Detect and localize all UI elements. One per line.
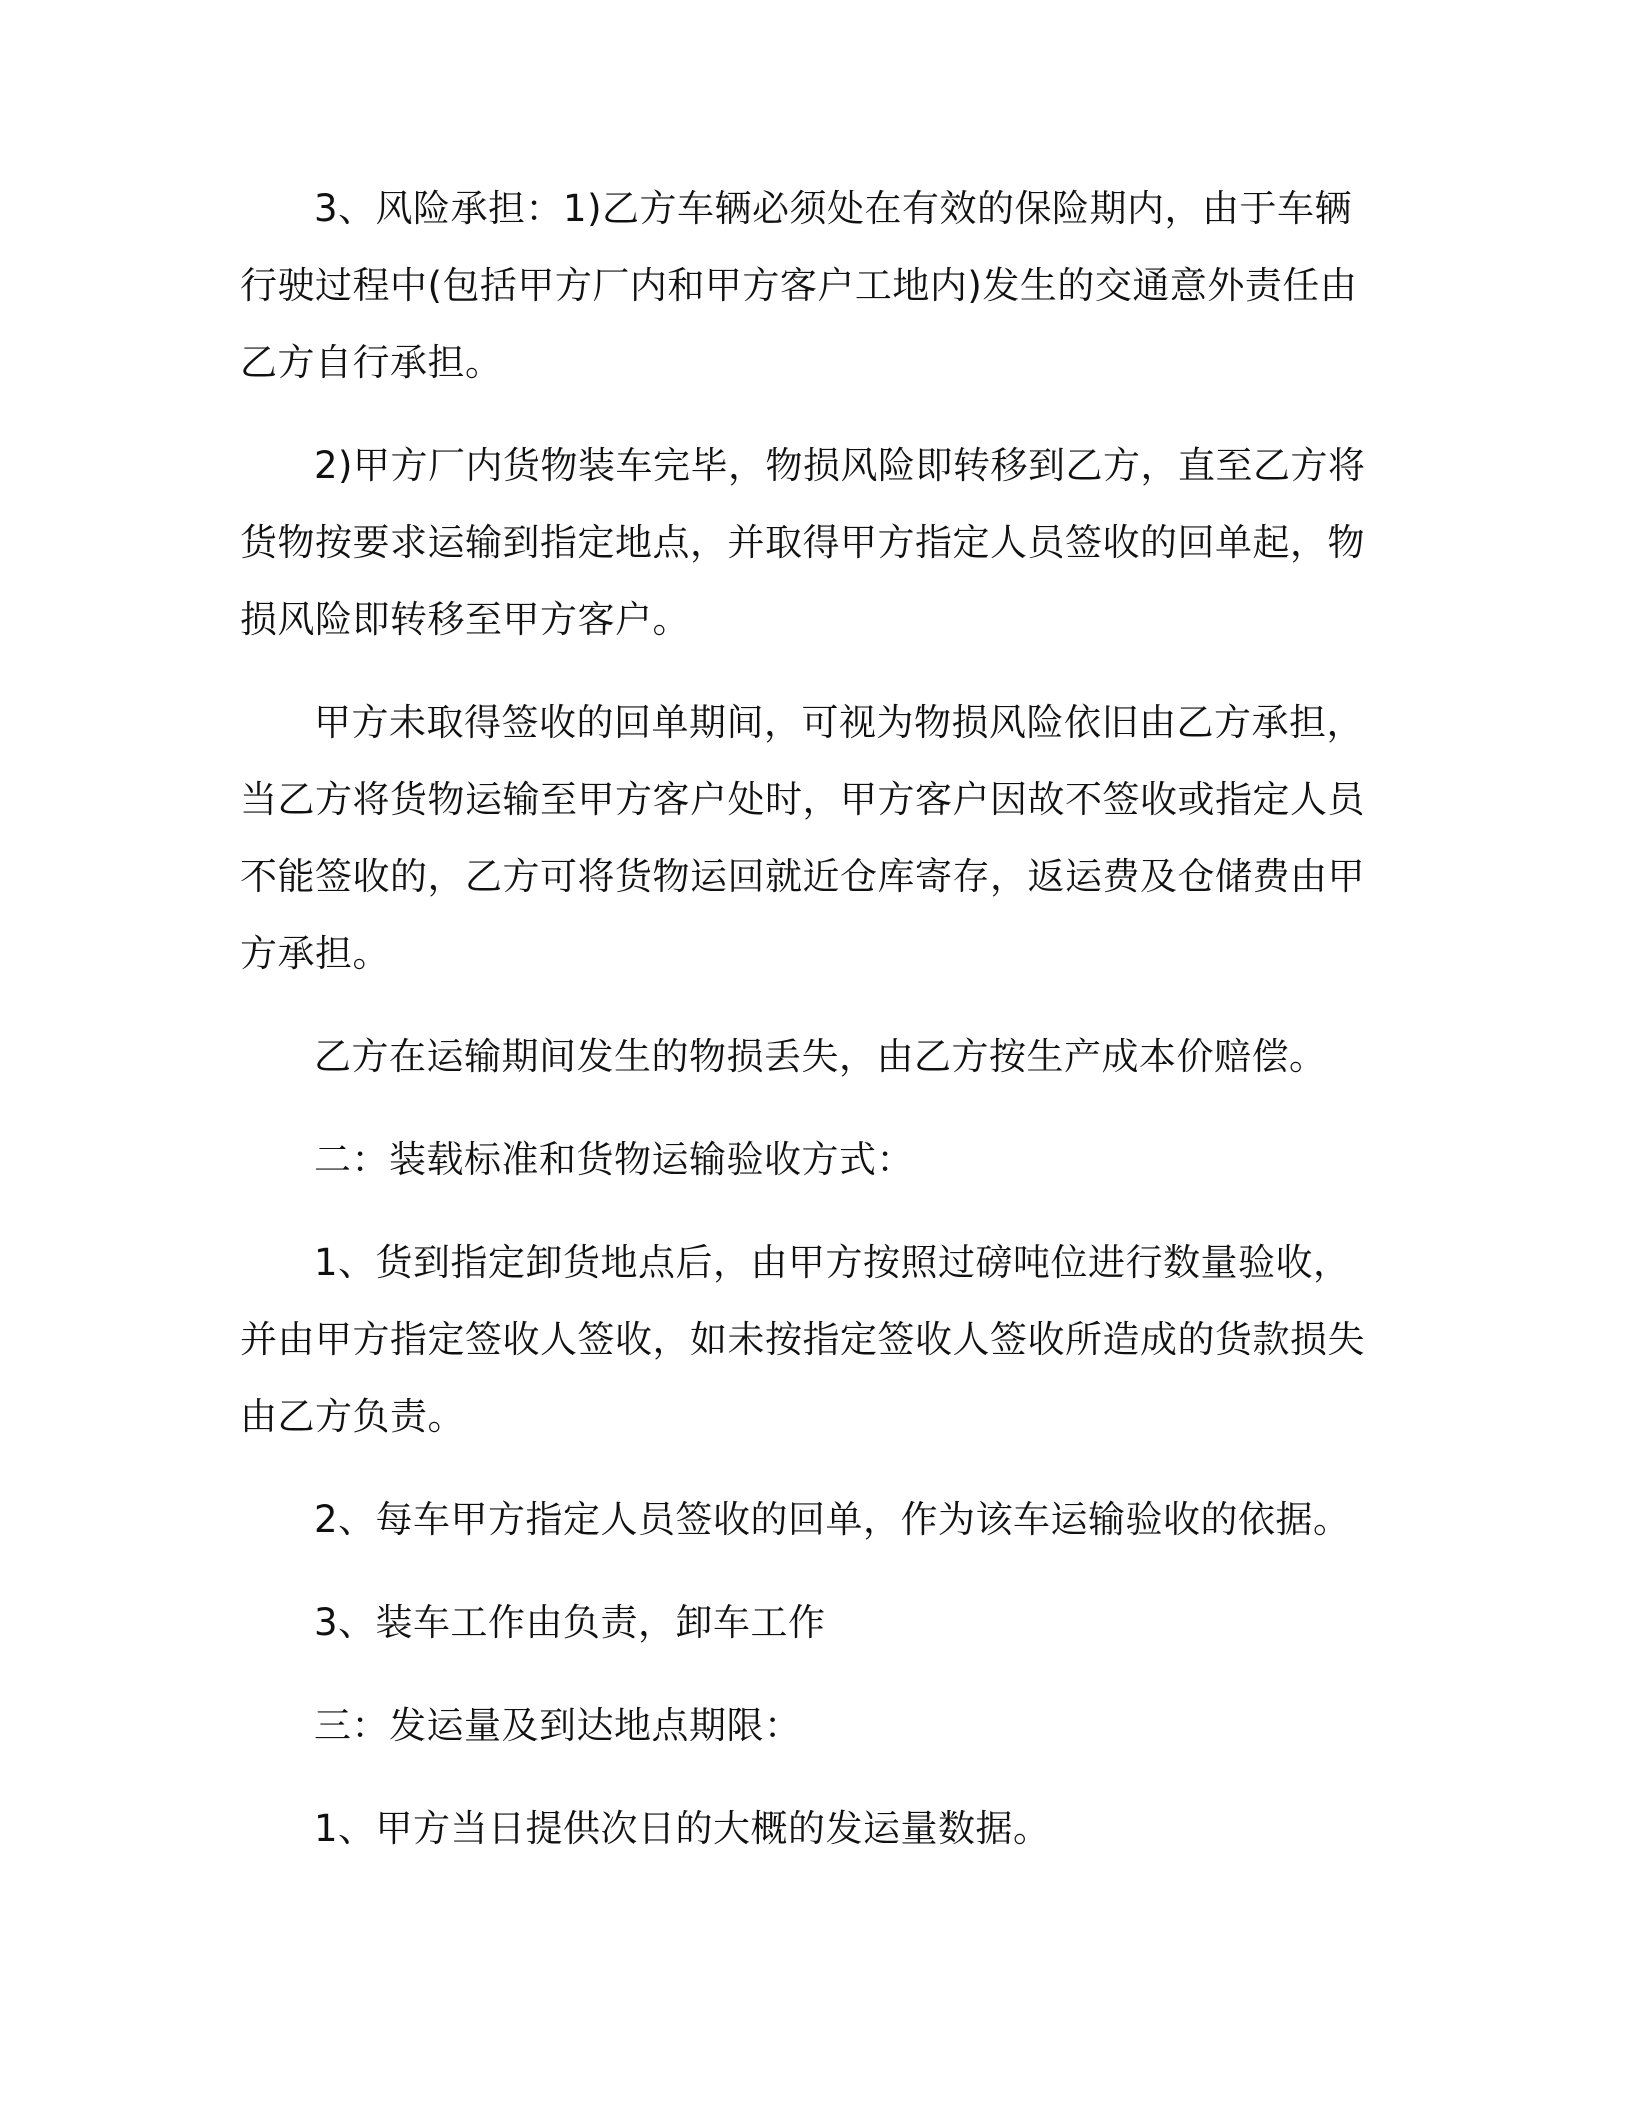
paragraph-loss-compensation: 乙方在运输期间发生的物损丢失，由乙方按生产成本价赔偿。 [314,1035,1327,1078]
paragraph-unsigned-receipt: 甲方未取得签收的回单期间，可视为物损风险依旧由乙方承担，当乙方将货物运输至甲方客户处时，甲方客户因故不签收或指定人员不能签收的，乙方可将货物运回就近仓库寄存，返运费及仓储费由甲方承担。 [240,701,1365,975]
paragraph-risk-transfer: 2)甲方厂内货物装车完毕，物损风险即转移到乙方，直至乙方将货物按要求运输到指定地点，并取得甲方指定人员签收的回单起，物损风险即转移至甲方客户。 [240,444,1366,641]
paragraph-acceptance-weighing: 1、货到指定卸货地点后，由甲方按照过磅吨位进行数量验收，并由甲方指定签收人签收，如未按指定签收人签收所造成的货款损失由乙方负责。 [240,1241,1365,1438]
paragraph-receipt-basis: 2、每车甲方指定人员签收的回单，作为该车运输验收的依据。 [314,1498,1351,1541]
section-heading-loading-standard: 二：装载标准和货物运输验收方式： [314,1138,914,1181]
paragraph-loading-work: 3、装车工作由负责，卸车工作 [314,1601,826,1644]
paragraph-risk-insurance: 3、风险承担：1)乙方车辆必须处在有效的保险期内，由于车辆行驶过程中(包括甲方厂内和甲方客户工地内)发生的交通意外责任由乙方自行承担。 [240,187,1358,384]
paragraph-daily-volume: 1、甲方当日提供次日的大概的发运量数据。 [314,1807,1051,1850]
document-body [240,170,1380,1893]
section-heading-shipment-volume: 三：发运量及到达地点期限： [314,1704,802,1747]
